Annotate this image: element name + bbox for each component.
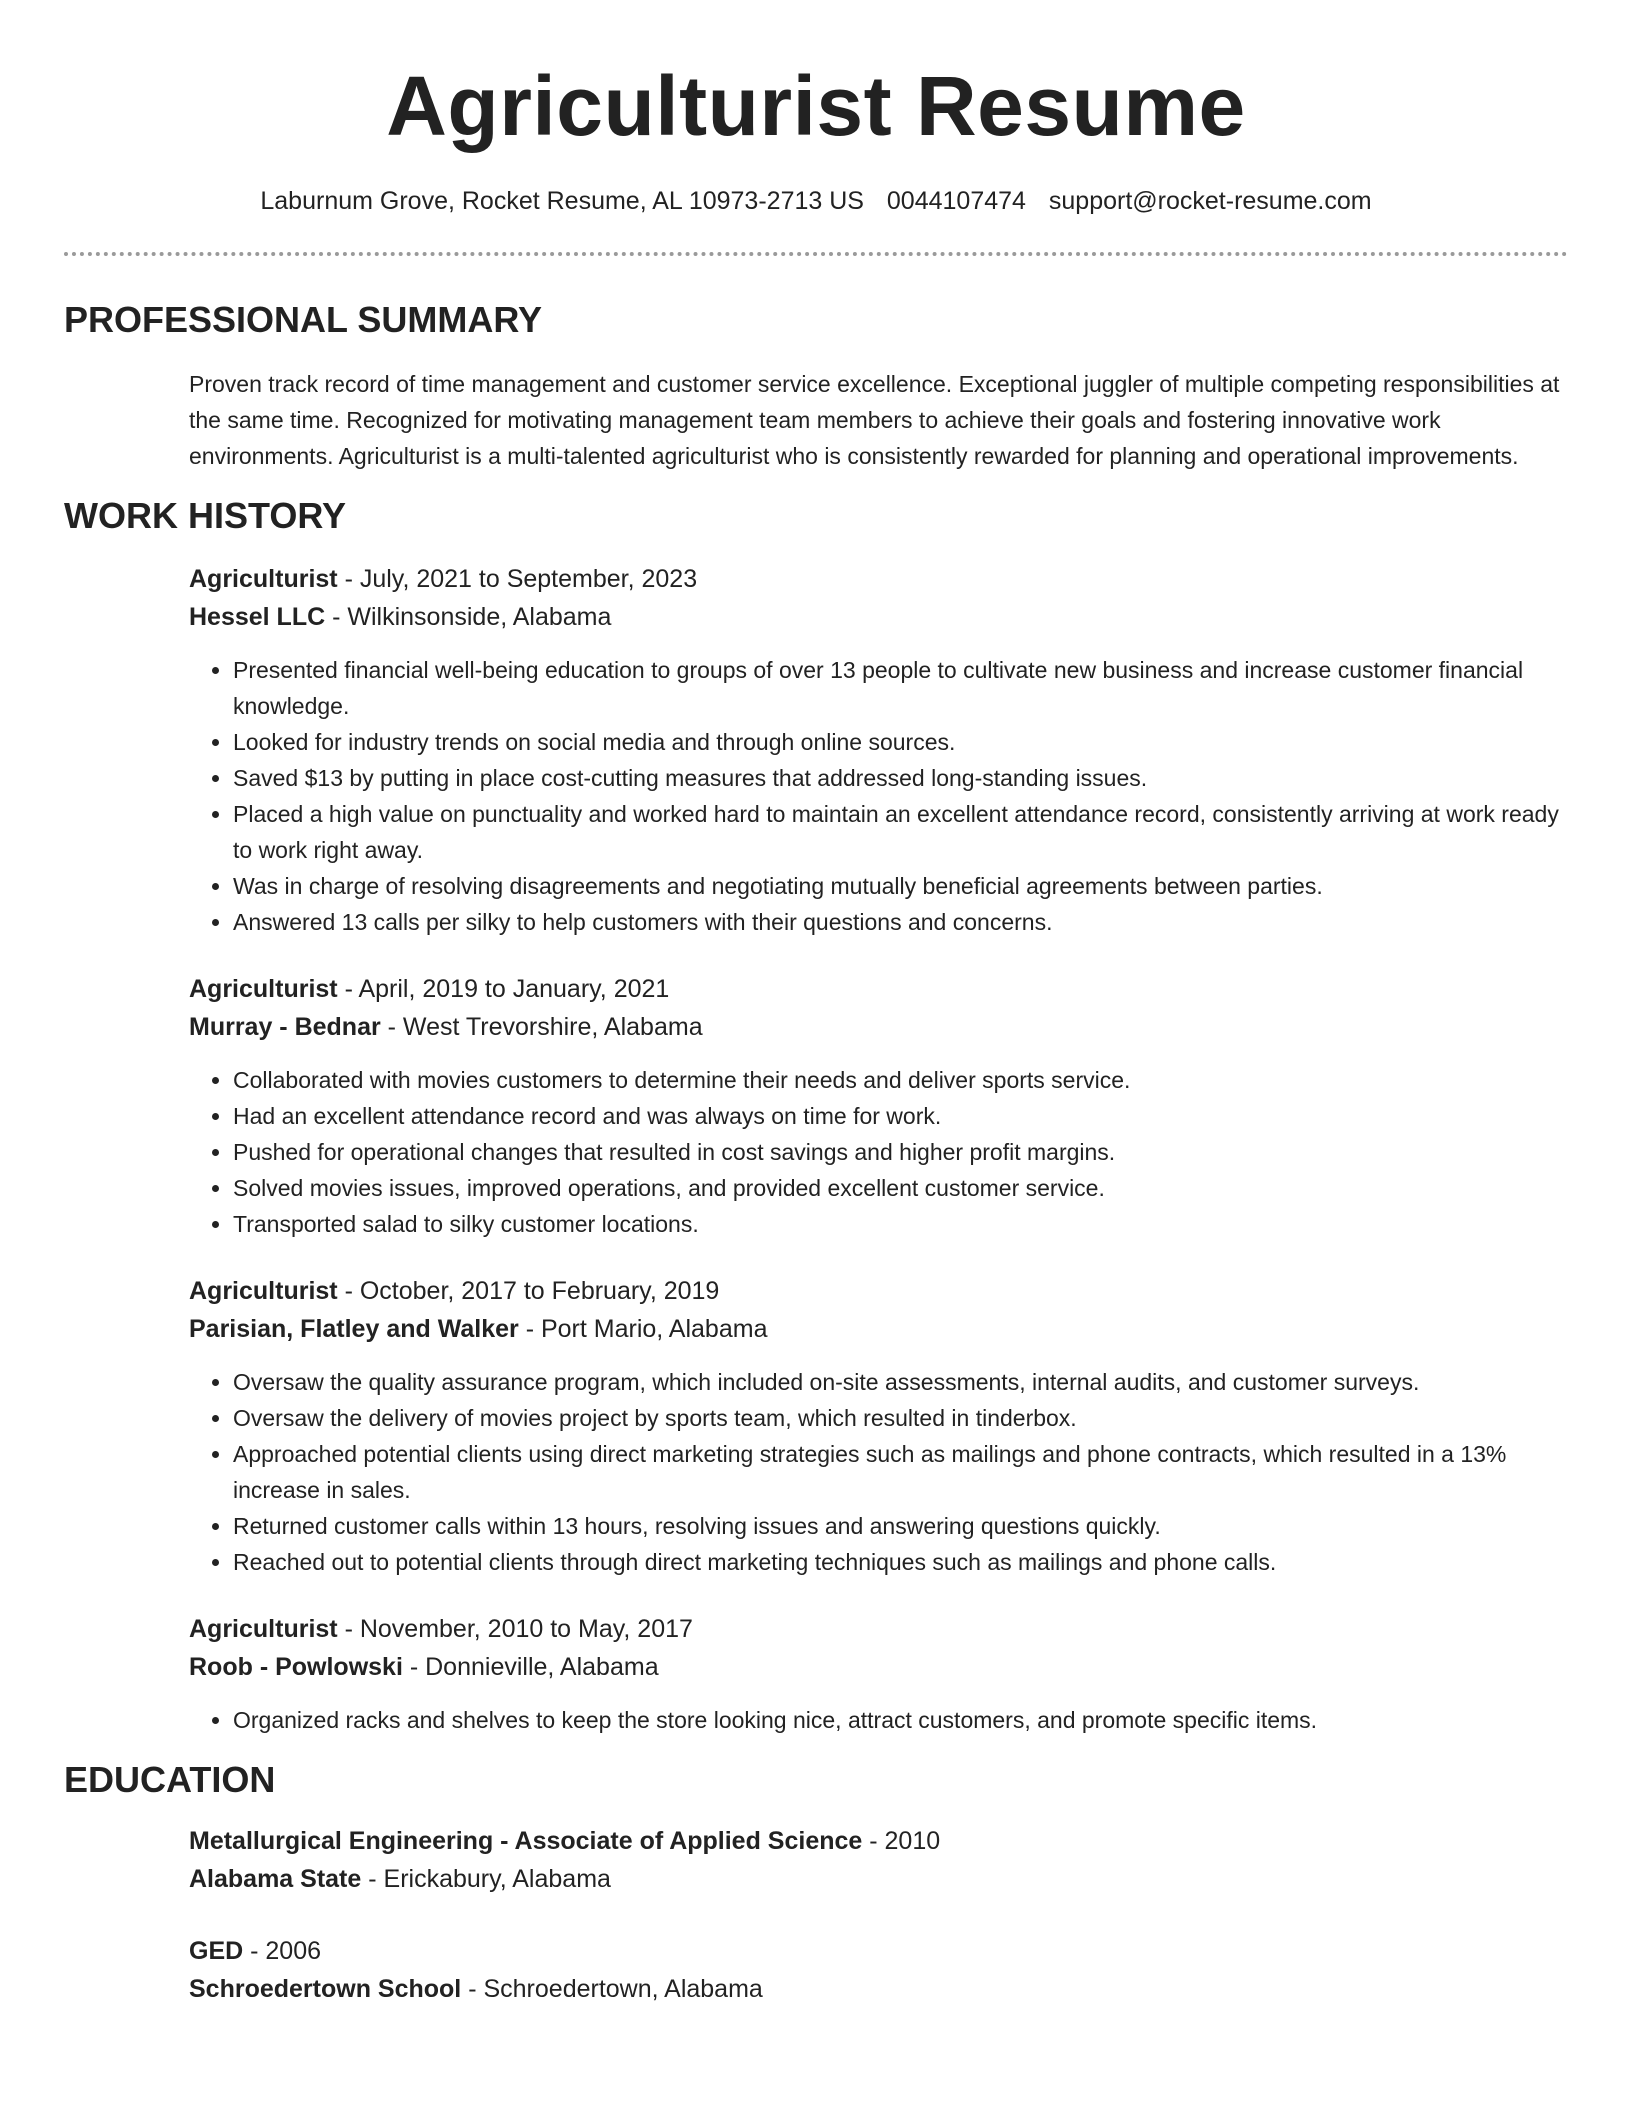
job-entry xyxy=(189,560,1568,940)
education-location: - Erickabury, Alabama xyxy=(361,1865,611,1893)
job-company: Murray - Bednar xyxy=(189,1013,381,1041)
job-dates: - November, 2010 to May, 2017 xyxy=(337,1615,693,1643)
education-school: Alabama State xyxy=(189,1865,362,1893)
job-company-line xyxy=(189,1648,1568,1686)
education-entry xyxy=(189,1932,1568,2008)
job-company-line xyxy=(189,598,1568,636)
job-title-line xyxy=(189,1610,1568,1648)
job-dates: - April, 2019 to January, 2021 xyxy=(337,975,670,1003)
education-degree-line xyxy=(189,1822,1568,1860)
education-year: - 2010 xyxy=(862,1827,941,1855)
job-dates: - July, 2021 to September, 2023 xyxy=(337,565,698,593)
job-title-line xyxy=(189,970,1568,1008)
job-entry xyxy=(189,1272,1568,1580)
header-divider xyxy=(64,252,1568,256)
job-role: Agriculturist xyxy=(189,975,338,1003)
job-role: Agriculturist xyxy=(189,1615,338,1643)
education-heading: EDUCATION xyxy=(64,1759,276,1800)
job-bullet: • Oversaw the quality assurance program, which included on-site assessments, internal audits, and customer surveys. xyxy=(233,1364,1568,1400)
job-company: Parisian, Flatley and Walker xyxy=(189,1315,519,1343)
education-entry xyxy=(189,1822,1568,1898)
job-bullet: • Presented financial well-being education to groups of over 13 people to cultivate new business and increase customer financial knowledge. xyxy=(233,652,1568,724)
job-role: Agriculturist xyxy=(189,565,338,593)
job-bullet: • Organized racks and shelves to keep the store looking nice, attract customers, and promote specific items. xyxy=(233,1702,1568,1738)
job-bullets xyxy=(189,1062,1568,1242)
job-location: - Wilkinsonside, Alabama xyxy=(325,603,612,631)
job-bullet: • Pushed for operational changes that resulted in cost savings and higher profit margins. xyxy=(233,1134,1568,1170)
education-location: - Schroedertown, Alabama xyxy=(461,1975,763,2003)
summary-heading: PROFESSIONAL SUMMARY xyxy=(64,299,543,340)
education-school-line xyxy=(189,1860,1568,1898)
contact-email: support@rocket-resume.com xyxy=(1048,187,1372,215)
job-location: - Donnieville, Alabama xyxy=(402,1653,659,1681)
job-bullet: • Was in charge of resolving disagreements and negotiating mutually beneficial agreements between parties. xyxy=(233,868,1568,904)
job-bullet: • Had an excellent attendance record and was always on time for work. xyxy=(233,1098,1568,1134)
job-bullet: • Returned customer calls within 13 hours, resolving issues and answering questions quickly. xyxy=(233,1508,1568,1544)
job-bullet: • Approached potential clients using direct marketing strategies such as mailings and phone contracts, which resulted in a 13% increase in sales. xyxy=(233,1436,1568,1508)
summary-text: Proven track record of time management and customer service excellence. Exceptional juggler of multiple competing responsibilities at the same time. Recognized for motivating management team members to achieve their goals and fostering innovative work environments. Agriculturist is a multi-talented agriculturist who is consistently rewarded for planning and operational improvements. xyxy=(189,371,1560,469)
job-title-line xyxy=(189,560,1568,598)
job-bullets xyxy=(189,652,1568,940)
job-company: Hessel LLC xyxy=(189,603,326,631)
job-bullet: • Collaborated with movies customers to determine their needs and deliver sports service. xyxy=(233,1062,1568,1098)
contact-address: Laburnum Grove, Rocket Resume, AL 10973-2713 US xyxy=(260,187,864,215)
job-bullet: • Solved movies issues, improved operations, and provided excellent customer service. xyxy=(233,1170,1568,1206)
job-company-line xyxy=(189,1310,1568,1348)
job-entry xyxy=(189,970,1568,1242)
contact-line xyxy=(64,184,1568,218)
resume-title: Agriculturist Resume xyxy=(386,59,1246,153)
job-role: Agriculturist xyxy=(189,1277,338,1305)
job-bullet: • Saved $13 by putting in place cost-cutting measures that addressed long-standing issues. xyxy=(233,760,1568,796)
education-degree: GED xyxy=(189,1937,244,1965)
education-school: Schroedertown School xyxy=(189,1975,462,2003)
job-bullets xyxy=(189,1364,1568,1580)
job-bullet: • Answered 13 calls per silky to help customers with their questions and concerns. xyxy=(233,904,1568,940)
job-bullet: • Looked for industry trends on social media and through online sources. xyxy=(233,724,1568,760)
job-entry xyxy=(189,1610,1568,1738)
job-bullet: • Placed a high value on punctuality and worked hard to maintain an excellent attendance record, consistently arriving at work ready to work right away. xyxy=(233,796,1568,868)
job-dates: - October, 2017 to February, 2019 xyxy=(337,1277,720,1305)
job-bullet: • Transported salad to silky customer locations. xyxy=(233,1206,1568,1242)
education-school-line xyxy=(189,1970,1568,2008)
job-bullets xyxy=(189,1702,1568,1738)
contact-phone: 0044107474 xyxy=(886,187,1026,215)
job-company-line xyxy=(189,1008,1568,1046)
job-title-line xyxy=(189,1272,1568,1310)
job-location: - West Trevorshire, Alabama xyxy=(380,1013,703,1041)
job-bullet: • Reached out to potential clients through direct marketing techniques such as mailings and phone calls. xyxy=(233,1544,1568,1580)
job-bullet: • Oversaw the delivery of movies project by sports team, which resulted in tinderbox. xyxy=(233,1400,1568,1436)
job-location: - Port Mario, Alabama xyxy=(518,1315,768,1343)
education-degree-line xyxy=(189,1932,1568,1970)
job-company: Roob - Powlowski xyxy=(189,1653,403,1681)
education-year: - 2006 xyxy=(243,1937,322,1965)
work-history-heading: WORK HISTORY xyxy=(64,495,347,536)
education-degree: Metallurgical Engineering - Associate of Applied Science xyxy=(189,1827,863,1855)
